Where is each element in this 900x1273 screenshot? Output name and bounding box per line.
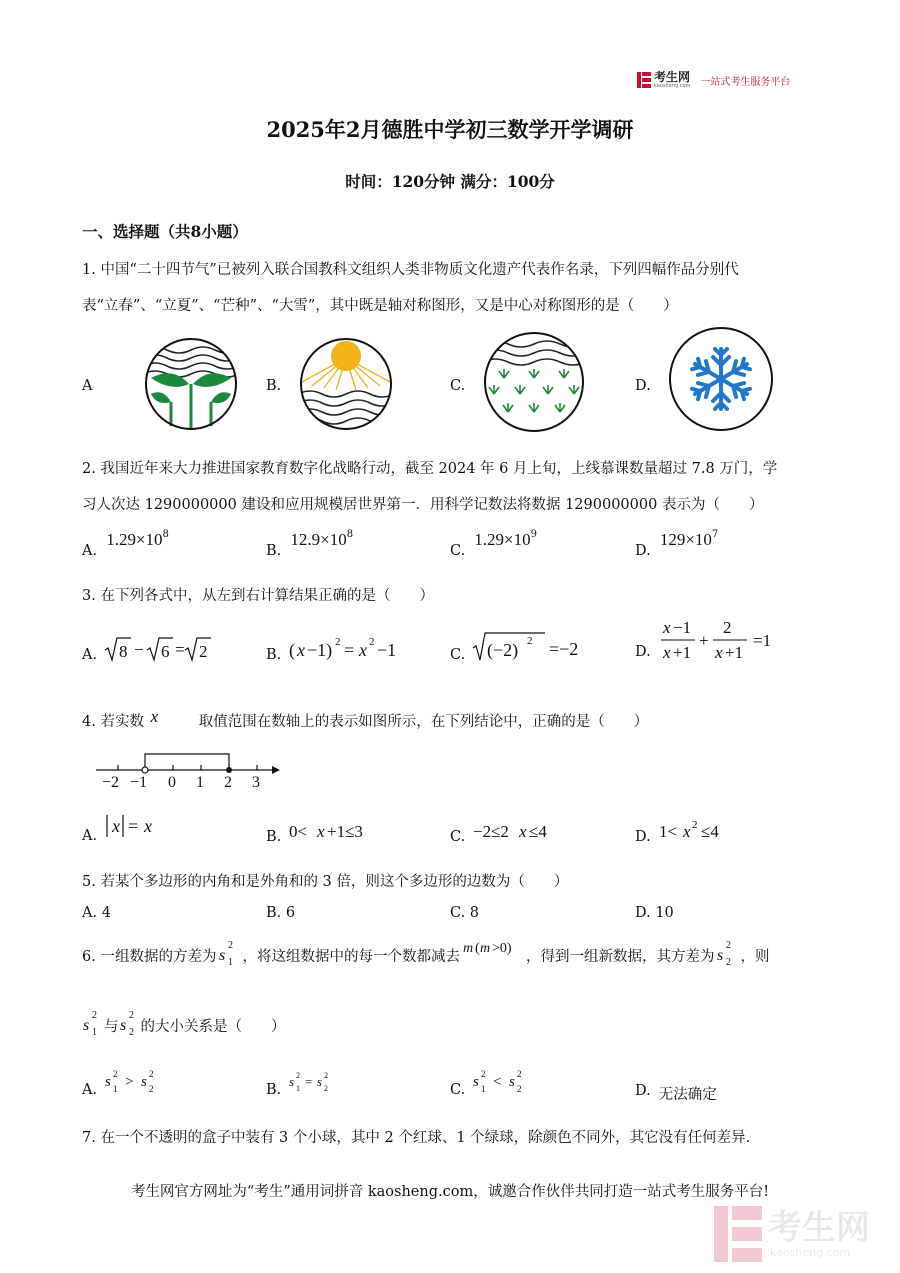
- tick-label: 1: [196, 774, 204, 791]
- q2-option-a-exp: 8: [162, 529, 169, 540]
- svg-text:x: x: [359, 640, 368, 660]
- q6-option-c-formula: [471, 1068, 551, 1096]
- svg-text:s: s: [119, 1017, 126, 1034]
- q6-option-a-label: A.: [82, 1082, 98, 1098]
- q2-option-d-label: D.: [635, 543, 651, 559]
- svg-text:x: x: [714, 643, 723, 662]
- q3-option-c: [450, 630, 591, 664]
- q2-line1: 2. 我国近年来大力推进国家教育数字化战略行动，截至 2024 年 6 月上旬，上线慕课数量超过 7.8 万门，学: [82, 461, 778, 477]
- q4-stem: [82, 707, 649, 733]
- s1-squared-symbol: [218, 938, 240, 968]
- svg-text:=1: =1: [752, 631, 771, 650]
- svg-text:+1: +1: [724, 643, 743, 662]
- q3-option-a-label: A.: [82, 647, 98, 663]
- q6-line1-d: ，则: [740, 949, 770, 965]
- grain-sprouts-icon: [482, 330, 586, 434]
- svg-text:2: 2: [113, 1069, 118, 1079]
- q5-option-c: C. 8: [450, 905, 480, 921]
- brand-logo-text: 考生网: [654, 70, 691, 84]
- watermark-text: 考生网: [768, 1207, 870, 1248]
- q2-option-d-exp: 7: [711, 529, 719, 540]
- svg-text:2: 2: [481, 1069, 486, 1079]
- q2-line2: 习人次达 1290000000 建设和应用规模居世界第一．用科学记数法将数据 1290000000 表示为（ ）: [82, 497, 764, 513]
- svg-text:1: 1: [228, 957, 234, 968]
- svg-text:2: 2: [92, 1010, 97, 1021]
- q6-line1: [82, 938, 769, 968]
- q6-option-d: [635, 1080, 717, 1101]
- q6-line2: [82, 1008, 286, 1038]
- brand-logo-sub: kaosheng.com: [654, 83, 691, 89]
- tick-label: −2: [102, 774, 120, 791]
- footer-note: 考生网官方网址为“考生”通用词拼音 kaosheng.com，诚邀合作伙伴共同打造一站式考生服务平台!: [130, 1184, 770, 1200]
- s2-squared-symbol: [119, 1008, 141, 1038]
- q7-stem: 7. 在一个不透明的盒子中装有 3 个小球，其中 2 个红球、1 个绿球，除颜色不同外，其它没有任何差异.: [82, 1130, 751, 1146]
- brand-slogan: 一站式考生服务平台: [700, 76, 791, 88]
- svg-text:2: 2: [335, 636, 341, 648]
- q3-option-c-label: C.: [450, 647, 466, 663]
- tick-label: 0: [168, 774, 176, 791]
- svg-text:1: 1: [113, 1084, 118, 1094]
- summer-sun-icon: [298, 336, 394, 432]
- m-condition-symbol: [462, 938, 524, 968]
- watermark-logo-icon: [714, 1206, 762, 1262]
- q5-option-b: B. 6: [266, 905, 296, 921]
- q3-option-b-label: B.: [266, 647, 282, 663]
- q4-stem-b: 取值范围在数轴上的表示如图所示，在下列结论中，正确的是（ ）: [198, 714, 649, 730]
- svg-text:=: =: [305, 1074, 313, 1089]
- q1-option-a-label: A: [82, 378, 93, 394]
- svg-text:x: x: [519, 822, 527, 841]
- svg-text:2: 2: [527, 635, 533, 647]
- s1-squared-symbol: [82, 1008, 104, 1038]
- q6-line2-b: 的大小关系是（ ）: [140, 1019, 286, 1035]
- svg-text:x: x: [662, 643, 671, 662]
- svg-text:(: (: [474, 941, 480, 956]
- svg-text:=: =: [128, 816, 139, 836]
- s2-squared-symbol: [716, 938, 738, 968]
- q6-option-c: [450, 1068, 551, 1096]
- svg-text:−1: −1: [672, 618, 691, 637]
- svg-text:s: s: [473, 1074, 480, 1090]
- svg-text:>0): >0): [491, 941, 512, 956]
- watermark-sub: kaosheng.com: [770, 1245, 851, 1259]
- tick-label: 3: [252, 774, 260, 791]
- svg-text:=−2: =−2: [549, 639, 579, 659]
- kaosheng-logo-icon: [637, 72, 651, 88]
- svg-text:=: =: [175, 640, 185, 659]
- svg-text:−1: −1: [377, 640, 397, 660]
- q2-option-b-exp: 8: [346, 529, 354, 540]
- svg-text:6: 6: [161, 642, 170, 661]
- q6-option-d-text: 无法确定: [658, 1087, 717, 1103]
- tick-label: 2: [224, 774, 232, 791]
- svg-text:1: 1: [481, 1084, 486, 1094]
- brand-logo: [637, 71, 690, 89]
- svg-text:<: <: [493, 1074, 502, 1090]
- svg-text:x: x: [112, 816, 121, 836]
- q2-option-d: [635, 529, 719, 559]
- svg-text:−1): −1): [307, 640, 333, 660]
- q4-option-b-label: B.: [266, 829, 282, 845]
- q5-option-d: D. 10: [635, 905, 674, 921]
- svg-text:(−2): (−2): [487, 640, 519, 660]
- svg-text:1: 1: [296, 1084, 301, 1093]
- svg-text:≤4: ≤4: [529, 822, 548, 841]
- q2-option-b: [266, 529, 354, 559]
- q2-option-c-label: C.: [450, 543, 466, 559]
- q6-option-b-formula: [287, 1068, 367, 1096]
- q4-option-a: [82, 812, 163, 844]
- svg-text:1<: 1<: [658, 822, 677, 841]
- q4-option-b: [266, 819, 387, 845]
- svg-text:2: 2: [726, 957, 732, 968]
- svg-text:2: 2: [726, 940, 732, 951]
- q5-stem: 5. 若某个多边形的内角和是外角和的 3 倍，则这个多边形的边数为（ ）: [82, 874, 569, 890]
- svg-text:2: 2: [722, 618, 732, 637]
- svg-text:1: 1: [92, 1027, 97, 1038]
- q3-option-d-formula: [659, 616, 799, 664]
- svg-text:2: 2: [324, 1084, 329, 1093]
- q3-option-d-label: D.: [635, 644, 651, 660]
- q2-option-a-label: A.: [82, 543, 98, 559]
- q3-option-b: [266, 634, 407, 664]
- svg-text:x: x: [144, 816, 153, 836]
- q3-option-a: [82, 634, 213, 664]
- exam-info: 时间：120分钟 满分：100分: [345, 172, 555, 191]
- q4-option-c-formula: [471, 819, 571, 845]
- svg-text:2: 2: [517, 1069, 522, 1079]
- q6-option-b-label: B.: [266, 1082, 282, 1098]
- q4-option-d-label: D.: [635, 829, 651, 845]
- svg-text:x: x: [662, 618, 671, 637]
- svg-text:s: s: [317, 1074, 323, 1089]
- q6-option-a: [82, 1068, 183, 1096]
- svg-text:8: 8: [119, 642, 128, 661]
- q3-stem: 3. 在下列各式中，从左到右计算结果正确的是（ ）: [82, 588, 434, 604]
- svg-text:x: x: [682, 822, 691, 841]
- q2-option-b-label: B.: [266, 543, 282, 559]
- spring-leaves-icon: [143, 336, 239, 432]
- svg-text:+1: +1: [672, 643, 691, 662]
- svg-text:s: s: [141, 1074, 147, 1090]
- brand-header: [637, 71, 790, 89]
- q1-line1: 1. 中国“二十四节气”已被列入联合国教科文组织人类非物质文化遗产代表作名录，下列四幅作品分别代: [82, 262, 739, 278]
- svg-text:s: s: [83, 1017, 90, 1034]
- q2-option-d-base: 129×10: [659, 530, 712, 549]
- q2-option-c-exp: 9: [530, 529, 537, 540]
- q4-number-line: [94, 752, 284, 796]
- q2-option-b-base: 12.9×10: [290, 530, 347, 549]
- q2-option-c: [450, 529, 537, 559]
- q2-option-c-base: 1.29×10: [474, 530, 531, 549]
- q3-option-c-formula: [471, 630, 591, 664]
- svg-text:s: s: [219, 947, 226, 964]
- svg-text:2: 2: [369, 636, 375, 648]
- q4-option-d-formula: [657, 819, 757, 845]
- svg-text:x: x: [297, 640, 306, 660]
- q5-option-a: A. 4: [82, 905, 111, 921]
- q6-line2-a: 与: [104, 1019, 119, 1035]
- page-title: 2025年2月德胜中学初三数学开学调研: [266, 117, 634, 142]
- svg-text:2: 2: [128, 1027, 134, 1038]
- svg-text:>: >: [125, 1074, 134, 1090]
- watermark: [714, 1206, 870, 1262]
- svg-text:m: m: [462, 941, 474, 956]
- svg-text:−: −: [134, 640, 144, 659]
- svg-text:−2≤2: −2≤2: [473, 822, 510, 841]
- q4-option-b-formula: [287, 819, 387, 845]
- svg-text:2: 2: [517, 1084, 522, 1094]
- tick-label: −1: [130, 774, 148, 791]
- q2-option-a-base: 1.29×10: [106, 530, 163, 549]
- q1-option-b-label: B.: [266, 378, 282, 394]
- svg-text:s: s: [509, 1074, 516, 1090]
- q6-option-b: [266, 1068, 367, 1096]
- q1-line2: 表“立春”、“立夏”、“芒种”、“大雪”，其中既是轴对称图形，又是中心对称图形的是（ ）: [82, 298, 678, 314]
- svg-text:2: 2: [149, 1084, 154, 1094]
- svg-text:≤4: ≤4: [700, 822, 719, 841]
- svg-text:2: 2: [324, 1071, 329, 1080]
- q4-variable: x: [150, 707, 159, 726]
- svg-text:2: 2: [228, 940, 234, 951]
- q2-option-a: [82, 529, 169, 559]
- svg-text:+: +: [698, 631, 709, 650]
- svg-text:m: m: [479, 941, 491, 956]
- svg-text:0<: 0<: [289, 822, 308, 841]
- q1-option-c-label: C.: [450, 378, 466, 394]
- svg-text:s: s: [105, 1074, 111, 1090]
- q3-option-d: [635, 616, 799, 664]
- q6-option-d-label: D.: [635, 1082, 651, 1099]
- svg-text:=: =: [344, 640, 355, 660]
- q4-option-a-label: A.: [82, 828, 98, 844]
- svg-text:2: 2: [691, 819, 698, 831]
- svg-text:s: s: [289, 1074, 295, 1089]
- q6-line1-a: 6. 一组数据的方差为: [82, 949, 217, 965]
- q1-option-d-label: D.: [635, 378, 651, 394]
- svg-text:(: (: [289, 640, 296, 660]
- svg-text:+1≤3: +1≤3: [327, 822, 364, 841]
- q3-option-b-formula: [287, 634, 407, 664]
- svg-text:2: 2: [296, 1071, 301, 1080]
- q3-option-a-formula: [103, 634, 213, 664]
- q6-line1-b: ，将这组数据中的每一个数都减去: [242, 949, 460, 965]
- q4-stem-a: 4. 若实数: [82, 714, 144, 730]
- svg-text:2: 2: [128, 1010, 134, 1021]
- q4-option-d: [635, 819, 757, 845]
- svg-text:2: 2: [149, 1069, 154, 1079]
- snowflake-icon: [667, 325, 775, 433]
- section-heading: 一、选择题（共8小题）: [82, 222, 248, 241]
- q6-option-c-label: C.: [450, 1082, 466, 1098]
- q4-option-a-formula: [103, 812, 163, 840]
- svg-text:x: x: [317, 822, 325, 841]
- q4-option-c-label: C.: [450, 829, 466, 845]
- q4-option-c: [450, 819, 571, 845]
- q6-option-a-formula: [103, 1068, 183, 1096]
- svg-text:s: s: [717, 947, 724, 964]
- q6-line1-c: ，得到一组新数据，其方差为: [525, 949, 715, 965]
- svg-text:2: 2: [199, 642, 208, 661]
